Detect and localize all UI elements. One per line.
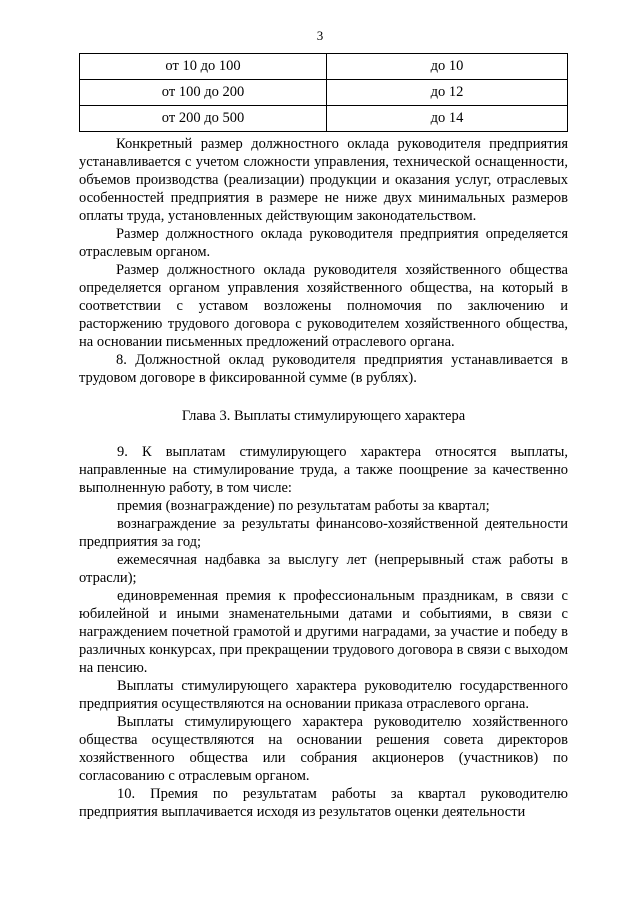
list-item: вознаграждение за результаты финансово-хозяйственной деятельности предприятия за год; [79,516,568,550]
paragraph: Размер должностного оклада руководителя хозяйственного общества определяется органом управления хозяйственного общества, на который в соответствии с уставом возложены полномочия по заключению и расторжению трудового договора с руководителем хозяйственного общества, на основании письменных предложений отраслевого органа. [79,262,568,350]
paragraph: 8. Должностной оклад руководителя предприятия устанавливается в трудовом договоре в фиксированной сумме (в рублях). [79,352,568,386]
list-item: премия (вознаграждение) по результатам работы за квартал; [117,498,490,514]
table-cell: от 10 до 100 [80,54,327,80]
paragraph: Размер должностного оклада руководителя предприятия определяется отраслевым органом. [79,226,568,260]
table-cell: от 100 до 200 [80,80,327,106]
paragraph: 9. К выплатам стимулирующего характера относятся выплаты, направленные на стимулирование труда, а также поощрение за качественно выполненную работу, в том числе: [79,444,568,496]
document-body [79,135,568,821]
paragraph: Выплаты стимулирующего характера руководителю государственного предприятия осуществляются на основании приказа отраслевого органа. [79,678,568,712]
paragraph: Конкретный размер должностного оклада руководителя предприятия устанавливается с учетом сложности управления, технической оснащенности, объемов производства (реализации) продукции и оказания услуг, отраслевых особенностей предприятия в размере не ниже двух минимальных размеров оплаты труда, установленных действующим законодательством. [79,136,568,224]
table-row [80,54,568,80]
table-cell: до 12 [327,80,568,106]
table-cell: до 10 [327,54,568,80]
list-item: ежемесячная надбавка за выслугу лет (непрерывный стаж работы в отрасли); [79,552,568,586]
list-item: единовременная премия к профессиональным праздникам, в связи с юбилейной и иными знаменательными датами и событиями, в связи с награждением почетной грамотой и другими наградами, за участие и победу в различных конкурсах, при прекращении трудового договора в связи с выходом на пенсию. [79,588,568,676]
table-row [80,80,568,106]
table-cell: от 200 до 500 [80,106,327,132]
paragraph: Выплаты стимулирующего характера руководителю хозяйственного общества осуществляются на основании решения совета директоров хозяйственного общества или собрания акционеров (участников) по согласованию с отраслевым органом. [79,714,568,784]
table-row [80,106,568,132]
paragraph: 10. Премия по результатам работы за квартал руководителю предприятия выплачивается исходя из результатов оценки деятельности [79,786,568,820]
salary-range-table [79,53,568,132]
chapter-heading: Глава 3. Выплаты стимулирующего характера [181,408,466,424]
table-cell: до 14 [327,106,568,132]
page-number: 3 [316,28,324,43]
